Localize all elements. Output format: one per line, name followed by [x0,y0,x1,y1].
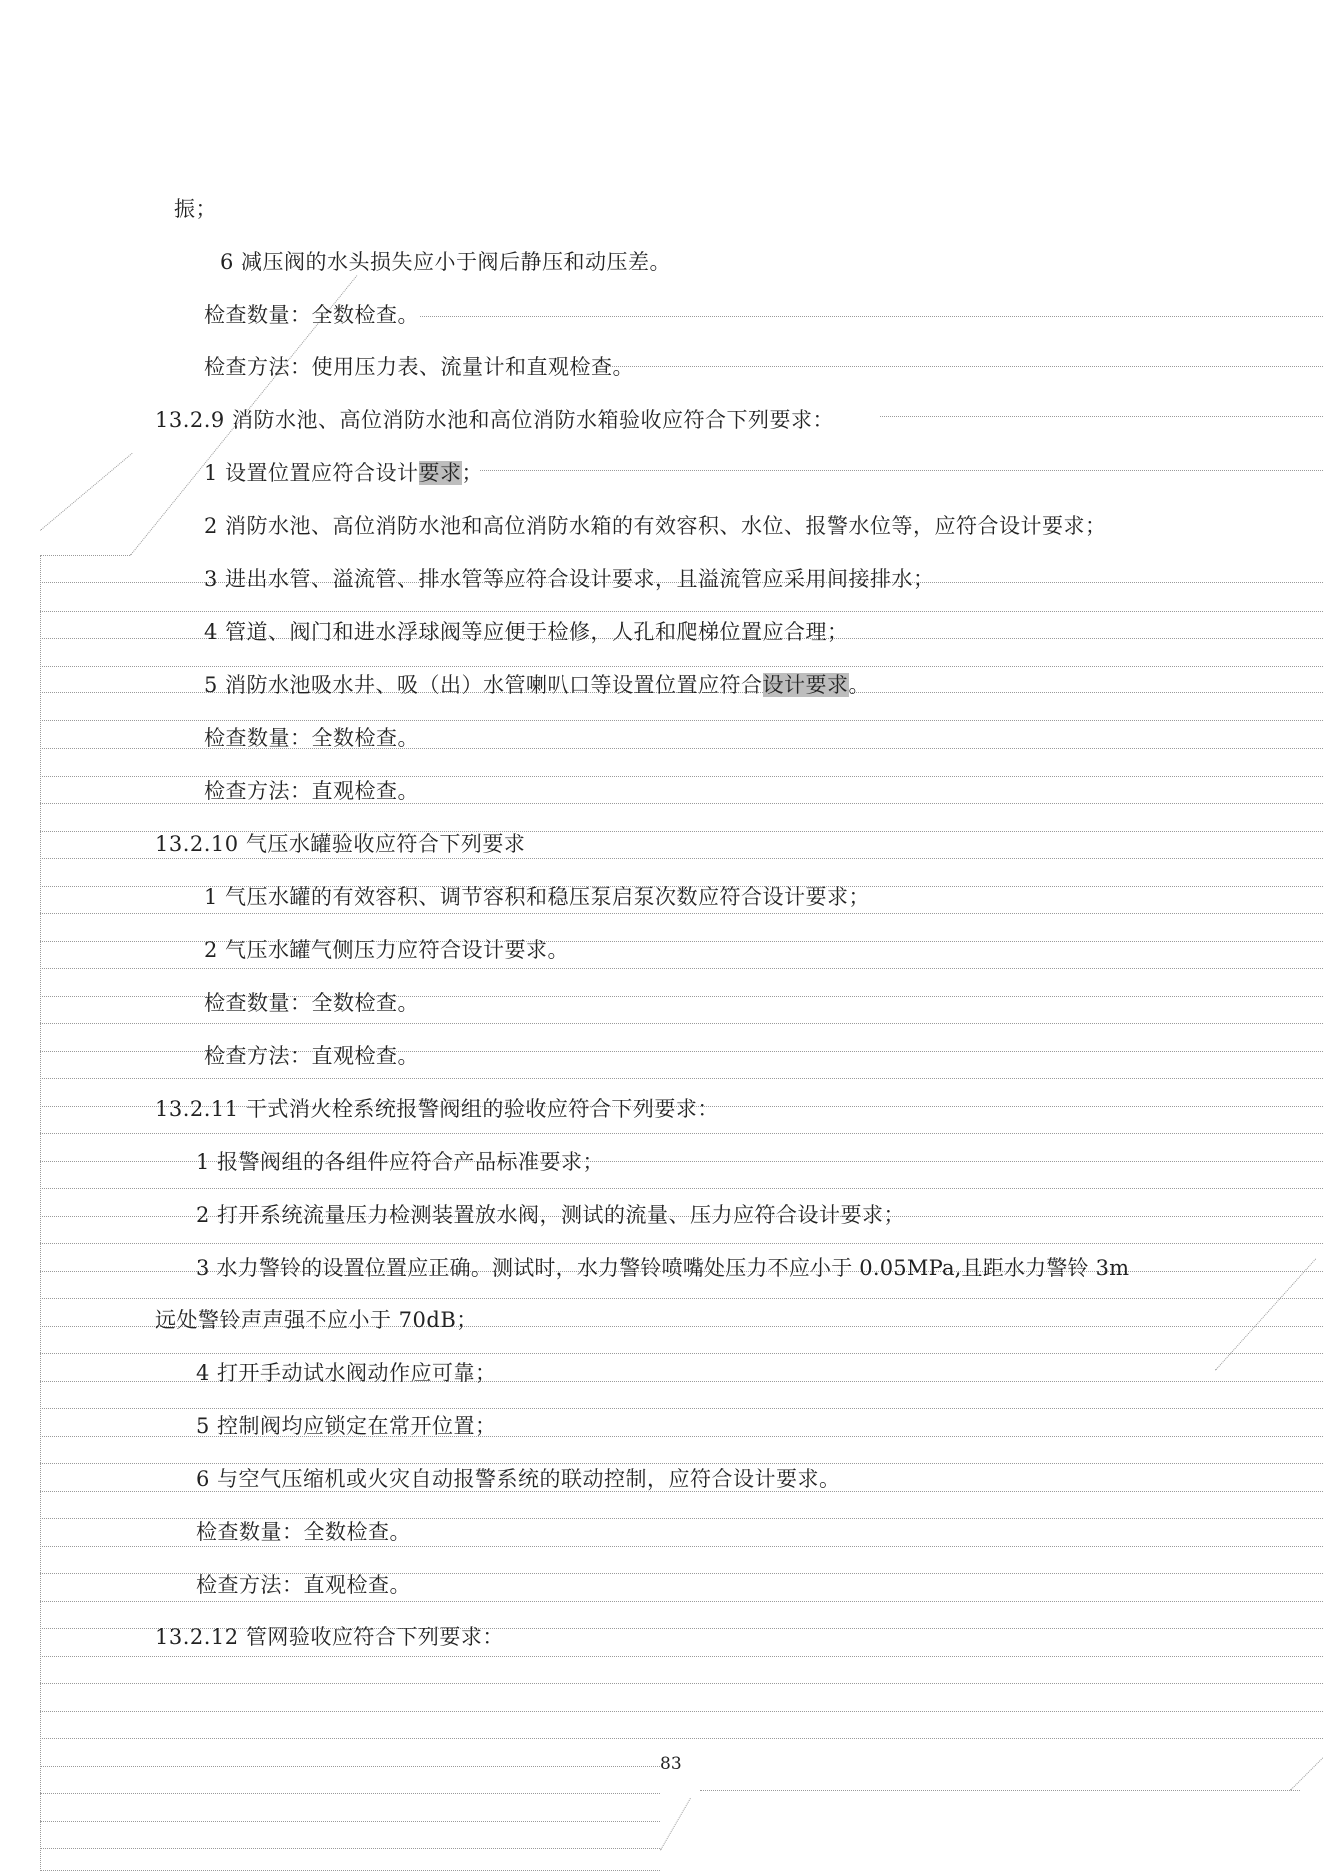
text-line: 远处警铃声声强不应小于 70dB； [155,1308,478,1332]
text-line [204,459,483,487]
text-segment: 。 [848,673,871,697]
text-line [204,671,870,699]
check-quantity-line: 检查数量：全数检查。 [204,303,419,327]
check-method-line: 检查方法：直观检查。 [204,779,419,803]
text-line: 1 报警阀组的各组件应符合产品标准要求； [196,1150,605,1174]
section-heading: 13.2.9 消防水池、高位消防水池和高位消防水箱验收应符合下列要求： [155,408,834,432]
highlighted-text: 要求 [418,461,462,485]
text-line: 4 打开手动试水阀动作应可靠； [196,1361,497,1385]
page-number: 83 [660,1754,682,1774]
text-segment: 1 设置位置应符合设计 [204,461,419,485]
text-segment: 5 消防水池吸水井、吸（出）水管喇叭口等设置位置应符合 [204,673,763,697]
check-quantity-line: 检查数量：全数检查。 [196,1520,411,1544]
text-line: 2 气压水罐气侧压力应符合设计要求。 [204,938,570,962]
section-heading: 13.2.10 气压水罐验收应符合下列要求 [155,832,526,856]
section-heading: 13.2.11 干式消火栓系统报警阀组的验收应符合下列要求： [155,1097,719,1121]
text-line: 1 气压水罐的有效容积、调节容积和稳压泵启泵次数应符合设计要求； [204,885,871,909]
text-line: 6 与空气压缩机或火灾自动报警系统的联动控制，应符合设计要求。 [196,1467,841,1491]
text-line: 振； [174,197,217,221]
section-heading: 13.2.12 管网验收应符合下列要求： [155,1625,504,1649]
text-segment: ； [461,461,484,485]
check-method-line: 检查方法：直观检查。 [196,1573,411,1597]
check-quantity-line: 检查数量：全数检查。 [204,726,419,750]
text-line: 3 水力警铃的设置位置应正确。测试时，水力警铃喷嘴处压力不应小于 0.05MPa,且距水力警铃 3m [196,1256,1130,1280]
check-method-line: 检查方法：直观检查。 [204,1044,419,1068]
text-line: 5 控制阀均应锁定在常开位置； [196,1414,497,1438]
text-line: 2 消防水池、高位消防水池和高位消防水箱的有效容积、水位、报警水位等，应符合设计要求； [204,514,1107,538]
check-method-line: 检查方法：使用压力表、流量计和直观检查。 [204,355,634,379]
check-quantity-line: 检查数量：全数检查。 [204,991,419,1015]
text-line: 3 进出水管、溢流管、排水管等应符合设计要求，且溢流管应采用间接排水； [204,567,935,591]
text-line: 6 减压阀的水头损失应小于阀后静压和动压差。 [220,250,672,274]
text-line: 2 打开系统流量压力检测装置放水阀，测试的流量、压力应符合设计要求； [196,1203,906,1227]
text-line: 4 管道、阀门和进水浮球阀等应便于检修，人孔和爬梯位置应合理； [204,620,849,644]
highlighted-text: 设计要求 [762,673,849,697]
